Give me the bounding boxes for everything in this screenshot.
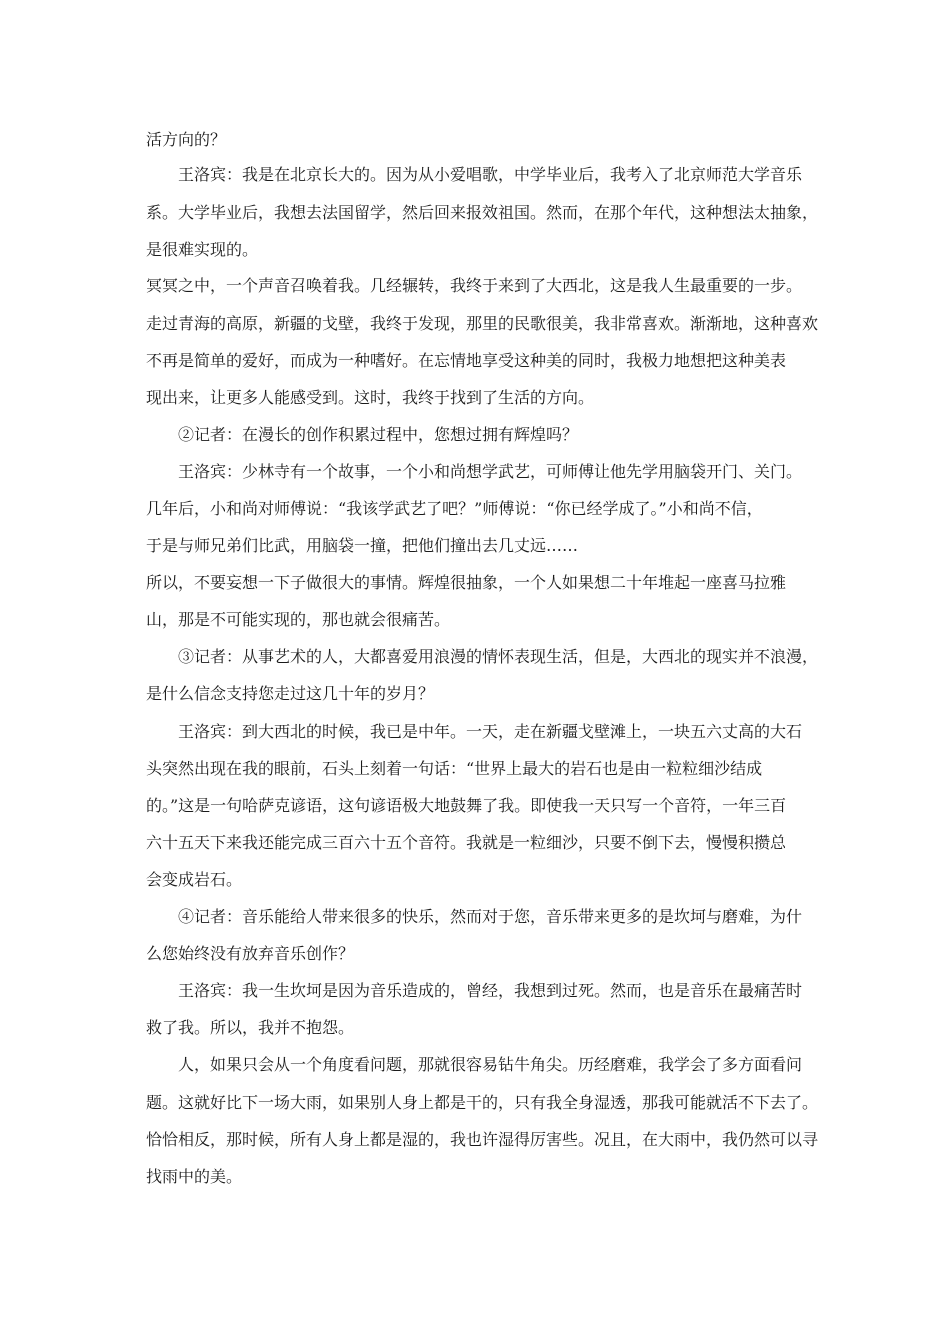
text-line: 系。大学毕业后，我想去法国留学，然后回来报效祖国。然而，在那个年代，这种想法太抽象，	[146, 203, 819, 222]
text-line: 不再是简单的爱好，而成为一种嗜好。在忘情地享受这种美的同时，我极力地想把这种美表	[146, 351, 787, 370]
text-line: 冥冥之中，一个声音召唤着我。几经辗转，我终于来到了大西北，这是我人生最重要的一步。	[146, 276, 803, 295]
text-line: 几年后，小和尚对师傅说：“我该学武艺了吧？”师傅说：“你已经学成了。”小和尚不信，	[146, 499, 763, 518]
text-line: 恰恰相反，那时候，所有人身上都是湿的，我也许湿得厉害些。况且，在大雨中，我仍然可以寻	[146, 1130, 819, 1149]
text-line: 的。”这是一句哈萨克谚语，这句谚语极大地鼓舞了我。即使我一天只写一个音符，一年三百	[146, 796, 787, 815]
text-line: 是什么信念支持您走过这几十年的岁月？	[146, 684, 435, 703]
text-line: ②记者：在漫长的创作积累过程中，您想过拥有辉煌吗？	[178, 425, 579, 444]
text-line: 现出来，让更多人能感受到。这时，我终于找到了生活的方向。	[146, 388, 595, 407]
text-line: 王洛宾：我一生坎坷是因为音乐造成的，曾经，我想到过死。然而，也是音乐在最痛苦时	[178, 981, 803, 1000]
text-line: 么您始终没有放弃音乐创作？	[146, 944, 355, 963]
text-line: 王洛宾：少林寺有一个故事，一个小和尚想学武艺，可师傅让他先学用脑袋开门、关门。	[178, 462, 803, 481]
text-line: ④记者：音乐能给人带来很多的快乐，然而对于您，音乐带来更多的是坎坷与磨难，为什	[178, 907, 803, 926]
text-line: 人，如果只会从一个角度看问题，那就很容易钻牛角尖。历经磨难，我学会了多方面看问	[178, 1055, 803, 1074]
text-line: 山，那是不可能实现的，那也就会很痛苦。	[146, 610, 451, 629]
text-line: 会变成岩石。	[146, 870, 243, 889]
text-line: 六十五天下来我还能完成三百六十五个音符。我就是一粒细沙，只要不倒下去，慢慢积攒总	[146, 833, 787, 852]
text-line: 王洛宾：我是在北京长大的。因为从小爱唱歌，中学毕业后，我考入了北京师范大学音乐	[178, 165, 803, 184]
text-line: 是很难实现的。	[146, 240, 259, 259]
text-line: ③记者：从事艺术的人，大都喜爱用浪漫的情怀表现生活，但是，大西北的现实并不浪漫，	[178, 647, 819, 666]
text-line: 王洛宾：到大西北的时候，我已是中年。一天，走在新疆戈壁滩上，一块五六丈高的大石	[178, 722, 803, 741]
text-line: 题。这就好比下一场大雨，如果别人身上都是干的，只有我全身湿透，那我可能就活不下去了。	[146, 1093, 819, 1112]
text-line: 于是与师兄弟们比武，用脑袋一撞，把他们撞出去几丈远……	[146, 536, 579, 555]
text-line: 头突然出现在我的眼前，石头上刻着一句话：“世界上最大的岩石也是由一粒粒细沙结成	[146, 759, 763, 778]
text-line: 所以，不要妄想一下子做很大的事情。辉煌很抽象，一个人如果想二十年堆起一座喜马拉雅	[146, 573, 787, 592]
text-line: 救了我。所以，我并不抱怨。	[146, 1018, 355, 1037]
text-line: 找雨中的美。	[146, 1167, 243, 1186]
text-line: 活方向的？	[146, 130, 227, 149]
text-line: 走过青海的高原，新疆的戈壁，我终于发现，那里的民歌很美，我非常喜欢。渐渐地，这种喜欢	[146, 314, 819, 333]
